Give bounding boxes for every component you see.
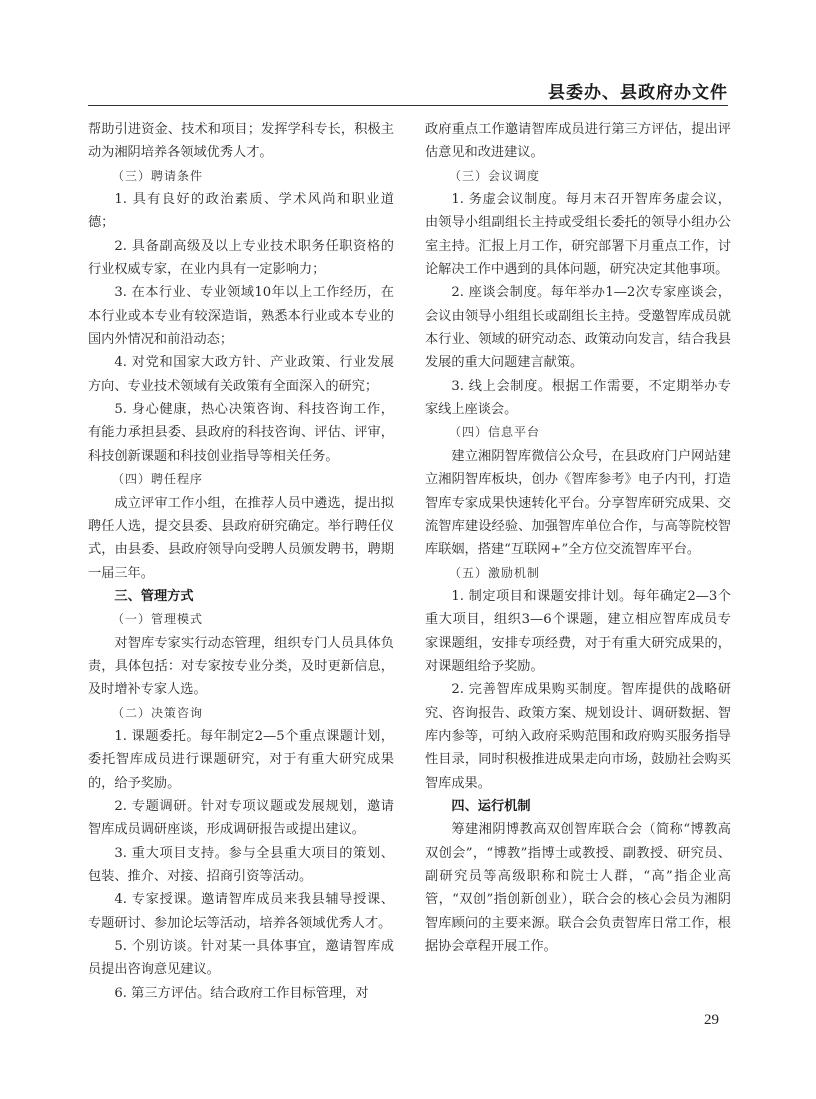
subsection-heading: （三）会议调度 [449, 168, 541, 183]
paragraph: 1. 课题委托。每年制定2—5个重点课题计划，委托智库成员进行课题研究，对于有重大研究成果的，给予奖励。 [88, 728, 394, 791]
subsection-heading: （五）激励机制 [449, 565, 541, 580]
paragraph: 2. 专题调研。针对专项议题或发展规划，邀请智库成员调研座谈，形成调研报告或提出建议。 [88, 798, 394, 838]
paragraph: 3. 重大项目支持。参与全县重大项目的策划、包装、推介、对接、招商引资等活动。 [88, 845, 394, 884]
paragraph: 3. 在本行业、专业领域10年以上工作经历，在本行业或本专业有较深造诣，熟悉本行业或本专业的国内外情况和前沿动态； [88, 285, 394, 348]
paragraph: 2. 具备副高级及以上专业技术职务任职资格的行业权威专家，在业内具有一定影响力； [88, 238, 394, 278]
left-column [88, 118, 394, 1005]
paragraph: 1. 具有良好的政治素质、学术风尚和职业道德； [88, 192, 394, 231]
paragraph-continued: 帮助引进资金、技术和项目；发挥学科专长，积极主动为湘阴培养各领域优秀人才。 [88, 122, 394, 161]
subsection-heading: （一）管理模式 [112, 612, 204, 627]
paragraph-continued: 政府重点工作邀请智库成员进行第三方评估，提出评估意见和改进建议。 [425, 122, 731, 161]
paragraph: 1. 务虚会议制度。每月末召开智库务虚会议，由领导小组副组长主持或受组长委托的领导小组办公室主持。汇报上月工作，研究部署下月重点工作，讨论解决工作中遇到的具体问题，研究决定其他事项。 [425, 192, 731, 278]
paragraph: 2. 完善智库成果购买制度。智库提供的战略研究、咨询报告、政策方案、规划设计、调研数据、智库内参等，可纳入政府采购范围和政府购买服务指导性目录，同时积极推进成果走向市场，鼓励社会购买智库成果。 [425, 682, 731, 791]
subsection-heading: （四）聘任程序 [112, 472, 204, 487]
paragraph: 4. 对党和国家大政方针、产业政策、行业发展方向、专业技术领域有关政策有全面深入的研究； [88, 355, 394, 394]
paragraph: 成立评审工作小组，在推荐人员中遴选，提出拟聘任人选，提交县委、县政府研究确定。举行聘任仪式，由县委、县政府领导向受聘人员颁发聘书，聘期一届三年。 [88, 495, 394, 581]
paragraph: 5. 身心健康，热心决策咨询、科技咨询工作，有能力承担县委、县政府的科技咨询、评估、评审，科技创新课题和科技创业指导等相关任务。 [88, 402, 394, 464]
page-header [88, 70, 728, 106]
header-title: 县委办、县政府办文件 [548, 83, 728, 103]
subsection-heading: （三）聘请条件 [112, 168, 204, 183]
paragraph: 4. 专家授课。邀请智库成员来我县辅导授课、专题研讨、参加论坛等活动，培养各领域优秀人才。 [88, 892, 394, 931]
paragraph: 建立湘阴智库微信公众号，在县政府门户网站建立湘阴智库板块，创办《智库参考》电子内刊，打造智库专家成果快速转化平台。分享智库研究成果、交流智库建设经验、加强智库单位合作，与高等院校智库联姻，搭建“互联网+”全方位交流智库平台。 [425, 448, 731, 558]
right-column [425, 118, 731, 958]
paragraph: 筹建湘阴博教高双创智库联合会（简称“博教高双创会”，“博教”指博士或教授、副教授、研究员、副研究员等高级职称和院士人群，“高”指企业高管，“双创”指创新创业），联合会的核心会员为湘阴智库顾问的主要来源。联合会负责智库日常工作，根据协会章程开展工作。 [425, 822, 731, 955]
page-number: 29 [704, 1012, 719, 1028]
paragraph: 6. 第三方评估。结合政府工作目标管理，对 [114, 985, 369, 1001]
section-heading: 四、运行机制 [451, 798, 531, 814]
subsection-heading: （四）信息平台 [449, 425, 541, 440]
section-heading: 三、管理方式 [114, 588, 194, 604]
paragraph: 对智库专家实行动态管理，组织专门人员具体负责，具体包括：对专家按专业分类，及时更新信息，及时增补专家人选。 [88, 635, 394, 698]
paragraph: 2. 座谈会制度。每年举办1—2次专家座谈会，会议由领导小组组长或副组长主持。受邀智库成员就本行业、领域的研究动态、政策动向发言，结合我县发展的重大问题建言献策。 [425, 285, 731, 371]
subsection-heading: （二）决策咨询 [112, 705, 204, 720]
paragraph: 1. 制定项目和课题安排计划。每年确定2—3个重大项目，组织3—6个课题，建立相应智库成员专家课题组，安排专项经费，对于有重大研究成果的，对课题组给予奖励。 [425, 588, 731, 674]
paragraph: 3. 线上会制度。根据工作需要，不定期举办专家线上座谈会。 [425, 378, 731, 418]
paragraph: 5. 个别访谈。针对某一具体事宜，邀请智库成员提出咨询意见建议。 [88, 939, 394, 978]
